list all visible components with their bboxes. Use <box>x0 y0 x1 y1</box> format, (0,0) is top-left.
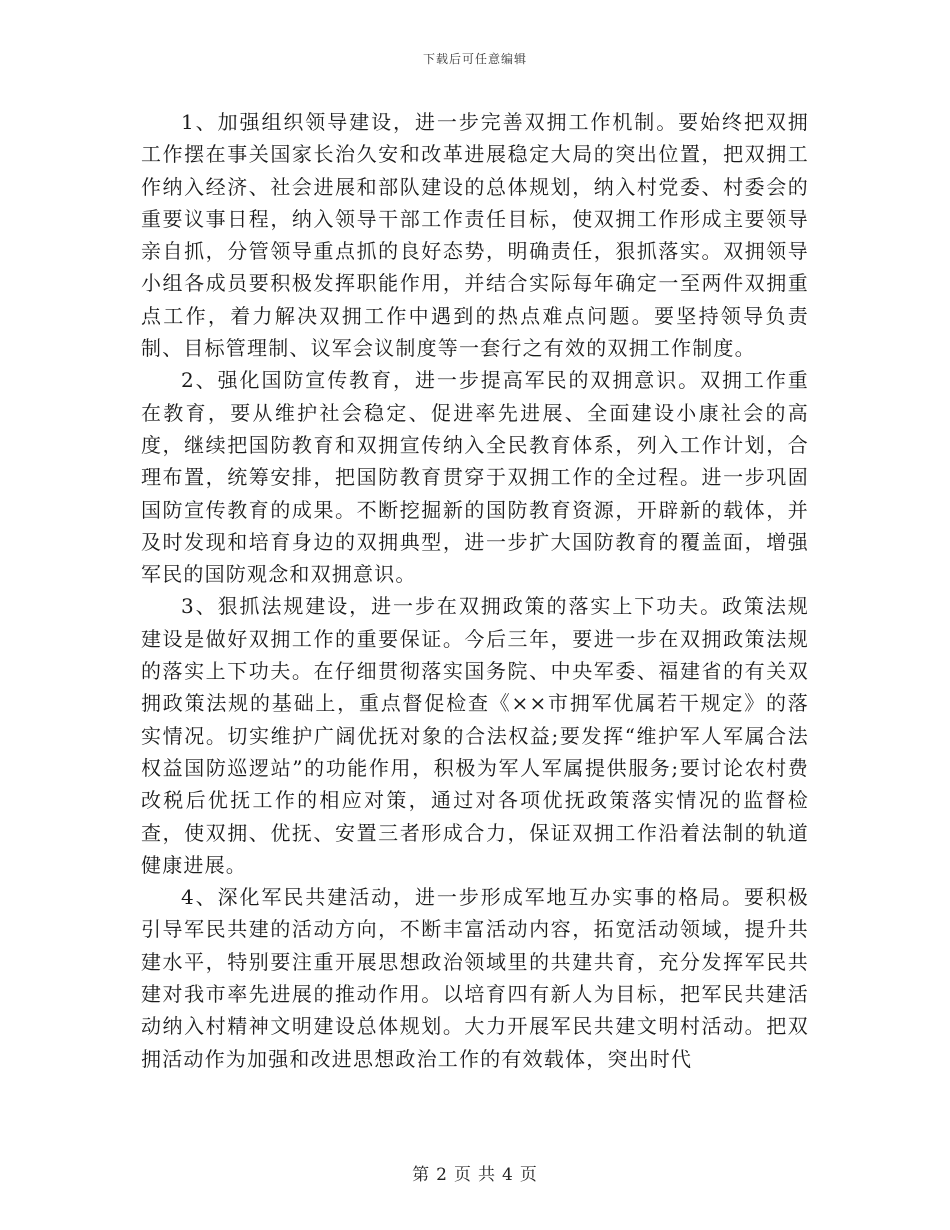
footer-total-pages: 4 <box>502 1165 514 1185</box>
footer-page-unit: 页 <box>454 1165 472 1185</box>
paragraph-2: 2、强化国防宣传教育，进一步提高军民的双拥意识。双拥工作重在教育，要从维护社会稳定、促进率先进展、全面建设小康社会的高度，继续把国防教育和双拥宣传纳入全民教育体系，列入工作计划，合理布置，统筹安排，把国防教育贯穿于双拥工作的全过程。进一步巩固国防宣传教育的成果。不断挖掘新的国防教育资源，开辟新的载体，并及时发现和培育身边的双拥典型，进一步扩大国防教育的覆盖面，增强军民的国防观念和双拥意识。 <box>141 368 809 587</box>
footer-page-number: 2 <box>436 1165 448 1185</box>
page-header-note: 下载后可任意编辑 <box>422 52 527 66</box>
footer-total-unit: 页 <box>519 1165 538 1185</box>
paragraph-3: 3、狠抓法规建设，进一步在双拥政策的落实上下功夫。政策法规建设是做好双拥工作的重要保证。今后三年，要进一步在双拥政策法规的落实上下功夫。在仔细贯彻落实国务院、中央军委、福建省的有关双拥政策法规的基础上，重点督促检查《××市拥军优属若干规定》的落实情况。切实维护广阔优抚对象的合法权益;要发挥“维护军人军属合法权益国防巡逻站”的功能作用，积极为军人军属提供服务;要讨论农村费改税后优抚工作的相应对策，通过对各项优抚政策落实情况的监督检查，使双拥、优抚、安置三者形成合力，保证双拥工作沿着法制的轨道健康进展。 <box>141 594 809 877</box>
paragraph-1: 1、加强组织领导建设，进一步完善双拥工作机制。要始终把双拥工作摆在事关国家长治久安和改革进展稳定大局的突出位置，把双拥工作纳入经济、社会进展和部队建设的总体规划，纳入村党委、村委会的重要议事日程，纳入领导干部工作责任目标，使双拥工作形成主要领导亲自抓，分管领导重点抓的良好态势，明确责任，狠抓落实。双拥领导小组各成员要积极发挥职能作用，并结合实际每年确定一至两件双拥重点工作，着力解决双拥工作中遇到的热点难点问题。要坚持领导负责制、目标管理制、议军会议制度等一套行之有效的双拥工作制度。 <box>141 110 809 361</box>
page-number-footer <box>0 1160 950 1185</box>
footer-prefix: 第 <box>412 1165 431 1185</box>
footer-total-prefix: 共 <box>478 1165 496 1185</box>
paragraph-4: 4、深化军民共建活动，进一步形成军地互办实事的格局。要积极引导军民共建的活动方向，不断丰富活动内容，拓宽活动领域，提升共建水平，特别要注重开展思想政治领域里的共建共育，充分发挥军民共建对我市率先进展的推动作用。以培育四有新人为目标，把军民共建活动纳入村精神文明建设总体规划。大力开展军民共建文明村活动。把双拥活动作为加强和改进思想政治工作的有效载体，突出时代 <box>141 885 809 1071</box>
document-body <box>141 106 809 1075</box>
